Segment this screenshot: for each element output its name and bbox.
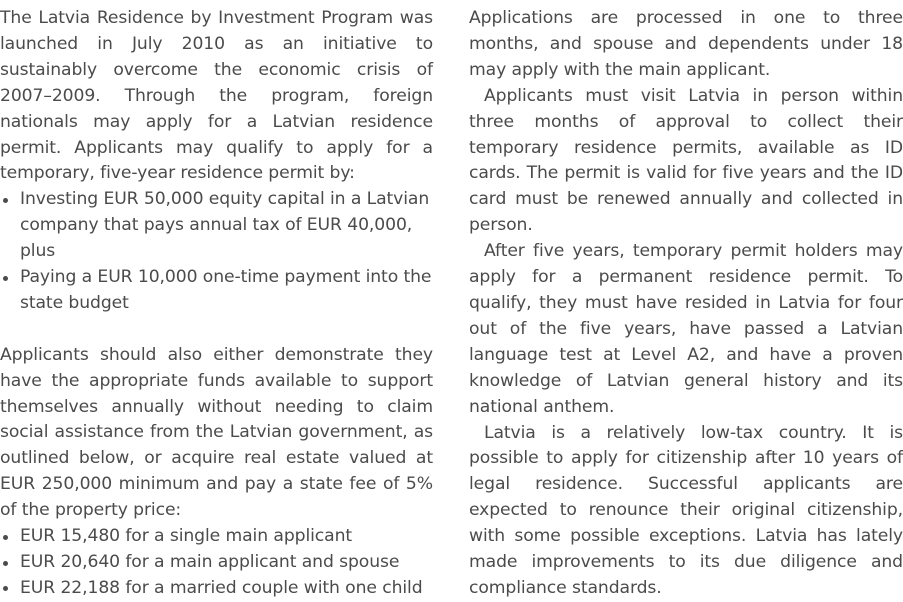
list-item-text: EUR 22,188 for a married couple with one child	[20, 577, 423, 598]
list-item	[0, 187, 433, 265]
bullet-dot-icon	[3, 535, 8, 540]
list-item	[0, 550, 433, 576]
paragraph-spacer	[0, 317, 433, 343]
two-column-body	[0, 6, 903, 602]
list-item-text: Investing EUR 50,000 equity capital in a Latvian company that pays annual tax of EUR 40,000, plus	[20, 189, 430, 262]
bullet-dot-icon	[3, 561, 8, 566]
list-item	[0, 524, 433, 550]
right-paragraph-2: Applicants must visit Latvia in person within three months of approval to collect their temporary residence permits, available as ID cards. The permit is valid for five years and the ID card must be renewed annually and collected in person.	[469, 85, 903, 236]
list-item	[0, 576, 433, 602]
list-item-text: EUR 15,480 for a single main applicant	[20, 526, 353, 547]
left-paragraph-1: The Latvia Residence by Investment Program was launched in July 2010 as an initiative to sustainably overcome the economic crisis of 2007–2009. Through the program, foreign nationals may apply for a Latvian residence permit. Applicants may qualify to apply for a temporary, five-year residence permit by:	[0, 8, 433, 184]
left-bullet-list-1	[0, 187, 433, 317]
left-paragraph-2: Applicants should also either demonstrate they have the appropriate funds available to support themselves annually without needing to claim social assistance from the Latvian government, as outlined below, or acquire real estate valued at EUR 250,000 minimum and pay a state fee of 5% of the property price:	[0, 344, 433, 521]
right-paragraph-4: Latvia is a relatively low-tax country. It is possible to apply for citizenship after 10 years of legal residence. Successful applicants are expected to renounce their original citizenship, with some possible exceptions. Latvia has lately made improvements to its due diligence and compliance standards.	[469, 422, 903, 598]
right-column	[469, 6, 903, 602]
list-item-text: Paying a EUR 10,000 one-time payment into the state budget	[20, 267, 432, 313]
bullet-dot-icon	[3, 276, 8, 281]
bullet-dot-icon	[3, 198, 8, 203]
right-paragraph-3: After five years, temporary permit holders may apply for a permanent residence permit. To qualify, they must have resided in Latvia for four out of the five years, have passed a Latvian language test at Level A2, and have a proven knowledge of Latvian general history and its national anthem.	[469, 241, 903, 417]
list-item	[0, 265, 433, 317]
bullet-dot-icon	[3, 586, 8, 591]
left-bullet-list-2	[0, 524, 433, 602]
right-paragraph-1: Applications are processed in one to three months, and spouse and dependents under 18 may apply with the main applicant.	[469, 8, 903, 80]
left-column	[0, 6, 433, 602]
list-item-text: EUR 20,640 for a main applicant and spouse	[20, 552, 400, 573]
